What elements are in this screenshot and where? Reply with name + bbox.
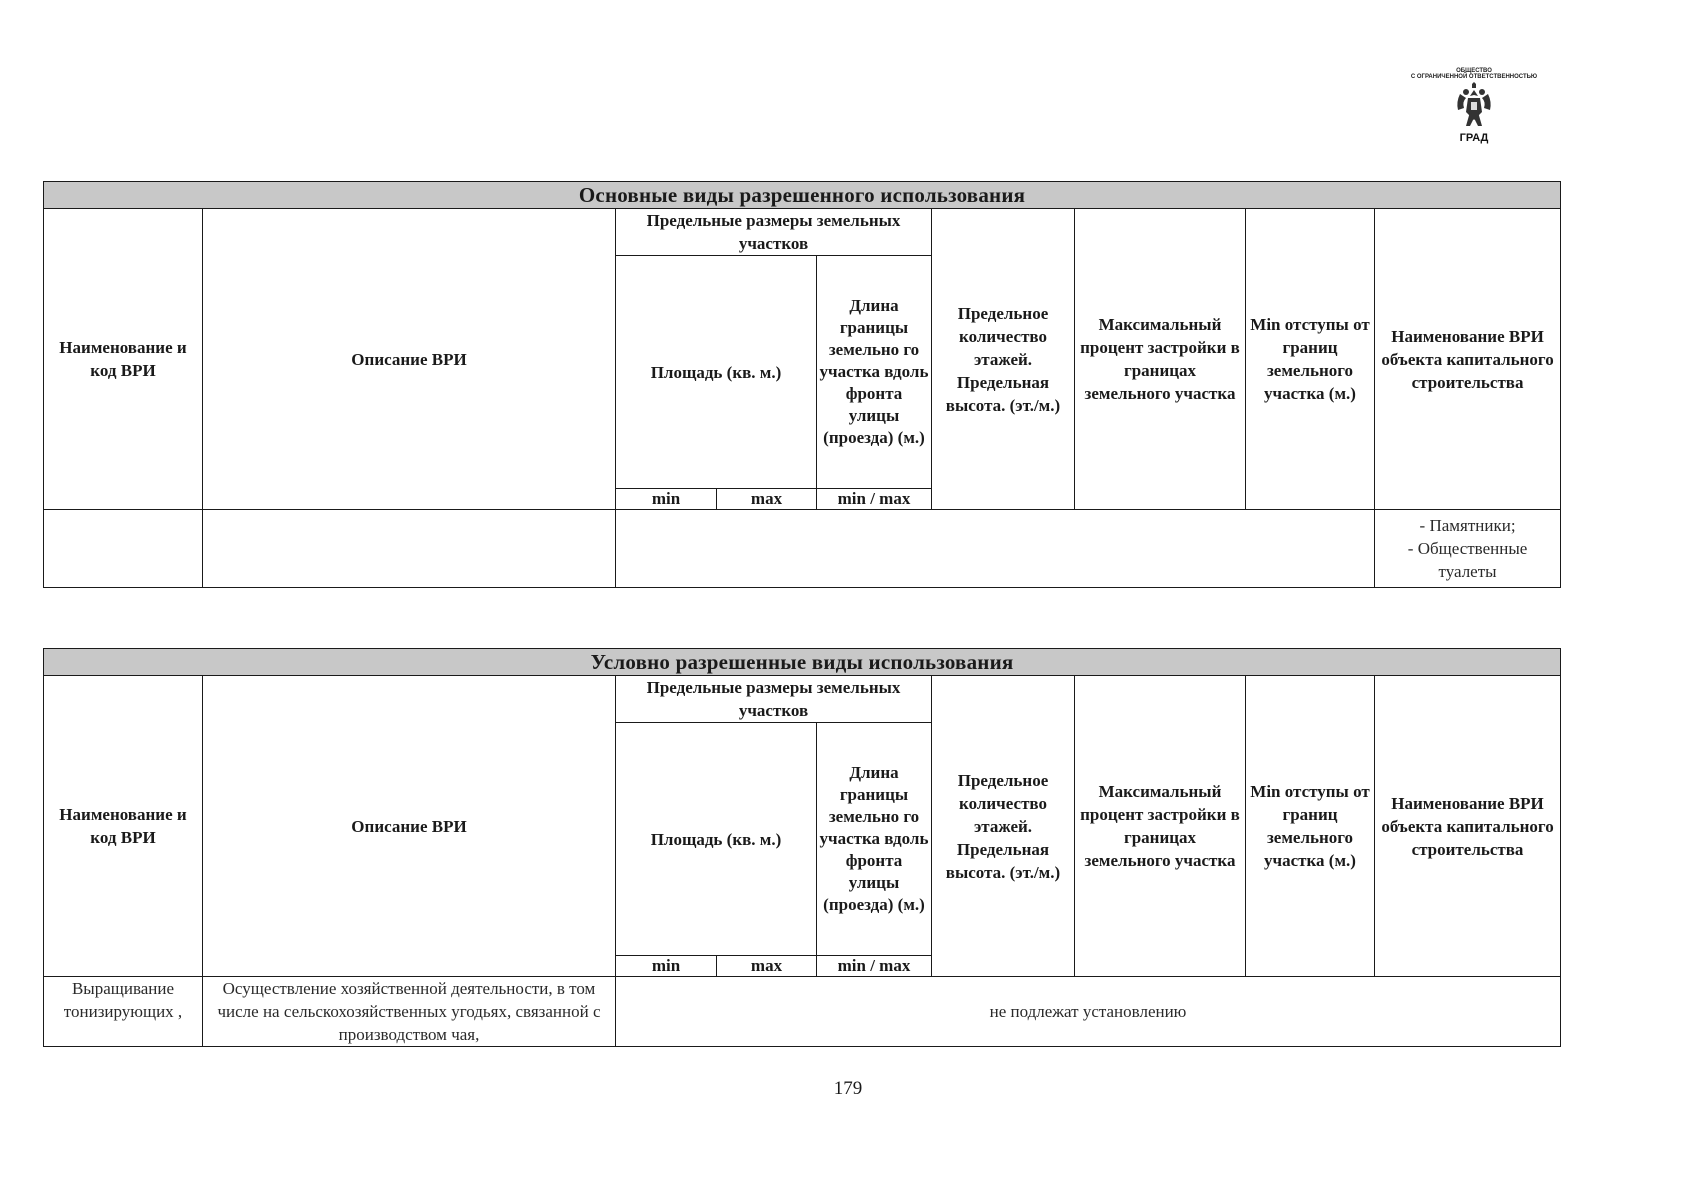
header-min-max: min / max xyxy=(817,956,932,977)
row-name-code: Выращивание тонизирующих , xyxy=(44,977,203,1047)
header-object-name: Наименование ВРИ объекта капитального строительства xyxy=(1375,209,1561,510)
header-area: Площадь (кв. м.) xyxy=(616,723,817,956)
main-uses-table xyxy=(43,181,1561,588)
header-max: max xyxy=(717,489,817,510)
header-name-code: Наименование и код ВРИ xyxy=(44,676,203,977)
page-number: 179 xyxy=(833,1078,863,1099)
header-max: max xyxy=(717,956,817,977)
header-area: Площадь (кв. м.) xyxy=(616,256,817,489)
object-item-monuments: - Памятники; xyxy=(1419,516,1516,535)
logo-org-line1: ОБЩЕСТВО xyxy=(1456,68,1492,74)
header-max-percent: Максимальный процент застройки в границах земельного участка xyxy=(1075,209,1246,510)
header-limits: Предельные размеры земельных участков xyxy=(616,209,932,256)
logo-name: ГРАД xyxy=(1459,132,1489,144)
double-headed-eagle-emblem-icon xyxy=(1452,82,1496,132)
header-name-code: Наименование и код ВРИ xyxy=(44,209,203,510)
header-min-offsets: Min отступы от границ земельного участка (м.) xyxy=(1246,676,1375,977)
header-description: Описание ВРИ xyxy=(203,676,616,977)
table-title: Основные виды разрешенного использования xyxy=(44,182,1561,209)
row-description xyxy=(203,510,616,588)
row-values: не подлежат установлению xyxy=(616,977,1561,1047)
header-length: Длина границы земельно го участка вдоль фронта улицы (проезда) (м.) xyxy=(817,256,932,489)
header-floors: Предельное количество этажей. Предельная высота. (эт./м.) xyxy=(932,209,1075,510)
header-length: Длина границы земельно го участка вдоль фронта улицы (проезда) (м.) xyxy=(817,723,932,956)
header-description: Описание ВРИ xyxy=(203,209,616,510)
object-item-toilets: - Общественные туалеты xyxy=(1407,539,1528,581)
header-limits: Предельные размеры земельных участков xyxy=(616,676,932,723)
header-object-name: Наименование ВРИ объекта капитального строительства xyxy=(1375,676,1561,977)
header-min-offsets: Min отступы от границ земельного участка (м.) xyxy=(1246,209,1375,510)
company-logo xyxy=(1392,68,1556,154)
header-min: min xyxy=(616,489,717,510)
row-description: Осуществление хозяйственной деятельности, в том числе на сельскохозяйственных угодьях, связанной с производством чая, xyxy=(203,977,616,1047)
conditional-uses-table xyxy=(43,648,1561,1047)
row-name-code xyxy=(44,510,203,588)
logo-org-line2: С ОГРАНИЧЕННОЙ ОТВЕТСТВЕННОСТЬЮ xyxy=(1410,74,1538,80)
header-floors: Предельное количество этажей. Предельная высота. (эт./м.) xyxy=(932,676,1075,977)
row-object-name xyxy=(1375,510,1561,588)
header-min: min xyxy=(616,956,717,977)
row-values xyxy=(616,510,1375,588)
header-max-percent: Максимальный процент застройки в границах земельного участка xyxy=(1075,676,1246,977)
header-min-max: min / max xyxy=(817,489,932,510)
table-title: Условно разрешенные виды использования xyxy=(44,649,1561,676)
